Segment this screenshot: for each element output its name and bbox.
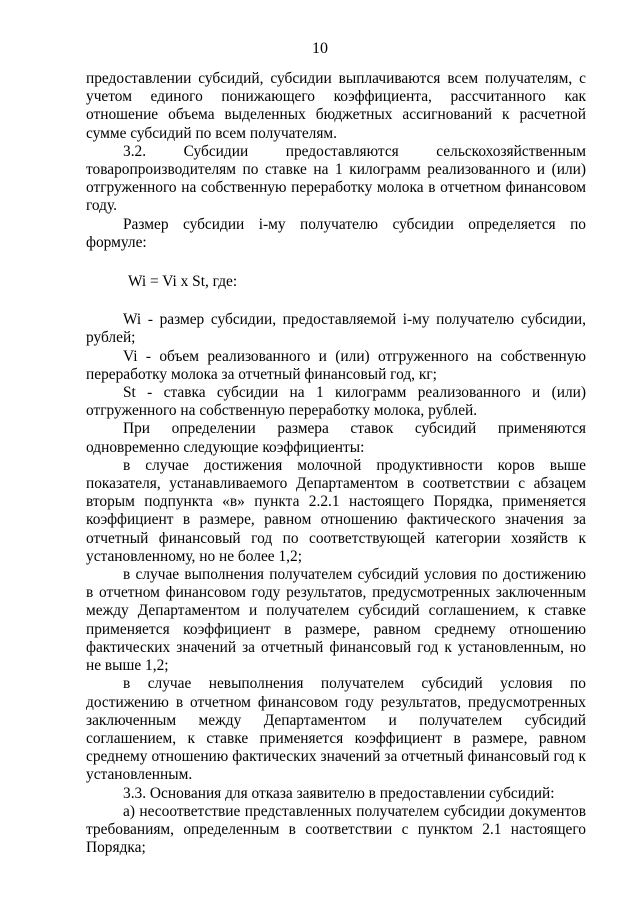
page-number: 10 [312,40,328,57]
refusal-reason-a: а) несоответствие представленных получателем субсидии документов требованиям, определенным в соответствии с пунктом 2.1 настоящего Порядка; [86,802,586,857]
document-body [86,70,586,857]
coefficient-productivity: в случае достижения молочной продуктивности коров выше показателя, устанавливаемого Департаментом в соответствии с абзацем вторым подпункта «в» пункта 2.2.1 настоящего Порядка, применяется коэффициент в размере, равном отношению фактического значения за отчетный финансовый год по соответствующей категории хозяйств к установленному, но не более 1,2; [86,456,586,565]
paragraph-3-3: 3.3. Основания для отказа заявителю в предоставлении субсидий: [123,784,555,802]
paragraph-3-2: 3.2. Субсидии предоставляются сельскохозяйственным товаропроизводителям по ставке на 1 килограмм реализованного и (или) отгруженного на собственную переработку молока в отчетном финансовом году. [86,142,586,215]
coefficient-results-achieved: в случае выполнения получателем субсидий условия по достижению в отчетном финансовом году результатов, предусмотренных заключенным между Департаментом и получателем субсидий соглашением, к ставке применяется коэффициент в размере, равном среднему отношению фактических значений за отчетный финансовый год к установленным, но не выше 1,2; [86,566,586,675]
paragraph-formula-intro: Размер субсидии i-му получателю субсидии определяется по формуле: [86,215,586,251]
paragraph-subsidy-coefficient: предоставлении субсидий, субсидии выплачиваются всем получателям, с учетом единого понижающего коэффициента, рассчитанного как отношение объема выделенных бюджетных ассигнований к расчетной сумме субсидий по всем получателям. [86,70,586,142]
paragraph-coefficients-intro: При определении размера ставок субсидий применяются одновременно следующие коэффициенты: [86,420,586,456]
definition-st: St - ставка субсидии на 1 килограмм реализованного и (или) отгруженного на собственную переработку молока, рублей. [86,384,586,420]
coefficient-results-not-achieved: в случае невыполнения получателем субсидий условия по достижению в отчетном финансовом году результатов, предусмотренных заключенным между Департаментом и получателем субсидий соглашением, к ставке применяется коэффициент в размере, равном среднему отношению фактических значений за отчетный финансовый год к установленным. [86,675,586,784]
definition-wi: Wi - размер субсидии, предоставляемой i-му получателю субсидии, рублей; [86,311,586,347]
definition-vi: Vi - объем реализованного и (или) отгруженного на собственную переработку молока за отчетный финансовый год, кг; [86,347,586,383]
formula: Wi = Vi x St, где: [128,273,238,291]
